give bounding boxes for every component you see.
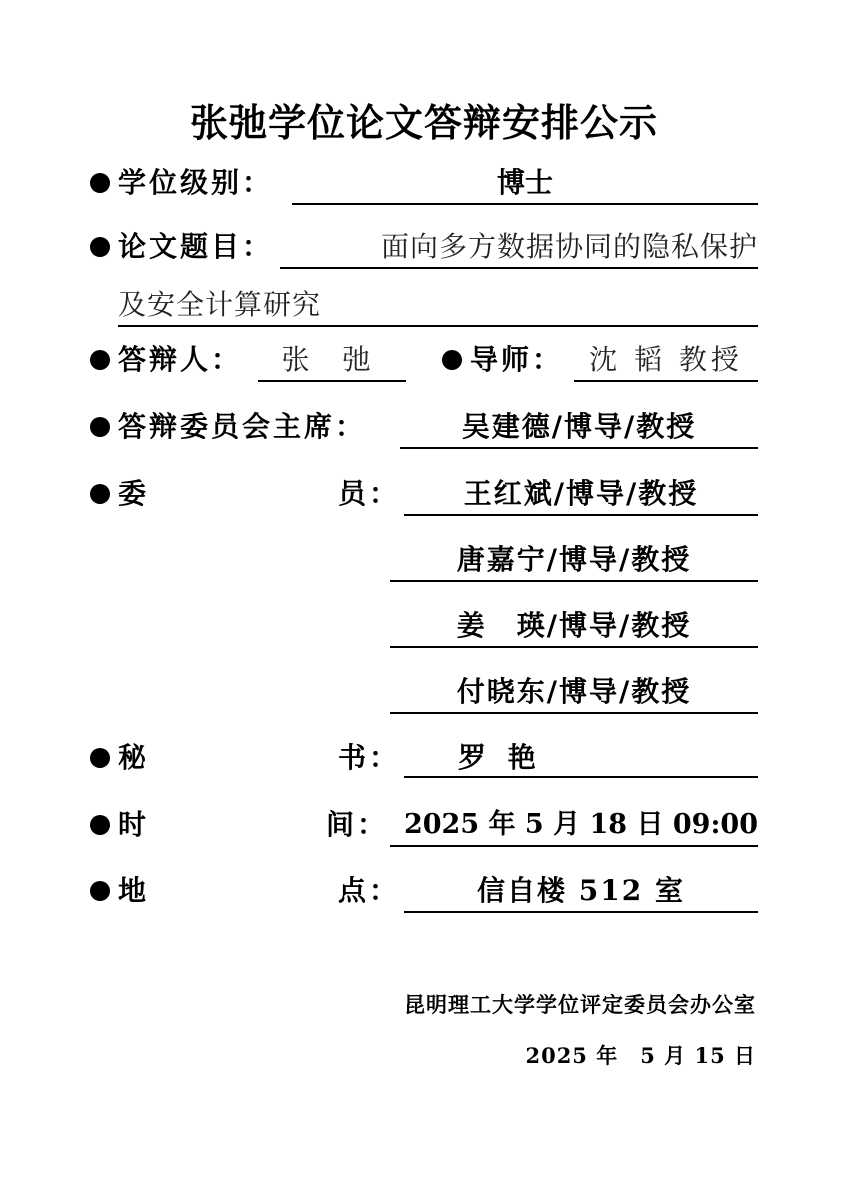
place-label-b: 点： (338, 874, 401, 907)
footer-org: 昆明理工大学学位评定委员会办公室 (404, 992, 756, 1017)
members-label-a: 委 (118, 477, 150, 510)
footer-date: 2025 年 5 月 15 日 (525, 1043, 756, 1068)
member-1: 王红斌/博导/教授 (404, 474, 758, 516)
bullet-icon (90, 484, 110, 504)
advisor-label: 导师： (470, 343, 564, 376)
thesis-title-line1: 面向多方数据协同的隐私保护 (280, 227, 758, 269)
chair-label: 答辩委员会主席： (118, 410, 367, 443)
time-row (90, 805, 758, 845)
time-value: 2025 年 5 月 18 日 09:00 (390, 805, 758, 847)
member-2: 唐嘉宁/博导/教授 (390, 540, 758, 582)
chair-row (90, 407, 758, 447)
defender-value: 张 弛 (258, 340, 406, 382)
bullet-icon (90, 748, 110, 768)
time-label-b: 间： (326, 808, 389, 841)
members-row-3 (90, 606, 758, 646)
degree-label: 学位级别： (118, 166, 274, 199)
defender-row (90, 340, 758, 380)
bullet-icon (442, 350, 462, 370)
place-value: 信自楼 512 室 (404, 871, 758, 913)
bullet-icon (90, 815, 110, 835)
thesis-row (90, 227, 758, 267)
members-row (90, 474, 758, 514)
member-3: 姜 瑛/博导/教授 (390, 606, 758, 648)
advisor-value: 沈 韬 教授 (574, 340, 758, 382)
thesis-label: 论文题目： (118, 230, 274, 263)
members-label-b: 员： (338, 477, 401, 510)
place-label-a: 地 (118, 874, 150, 907)
place-row (90, 871, 758, 911)
members-row-4 (90, 672, 758, 712)
page-title: 张弛学位论文答辩安排公示 (189, 101, 658, 145)
secretary-value: 罗 艳 (404, 738, 758, 778)
bullet-icon (90, 881, 110, 901)
thesis-title-line2: 及安全计算研究 (118, 285, 758, 327)
member-4: 付晓东/博导/教授 (390, 672, 758, 714)
secretary-label-a: 秘 (118, 741, 150, 774)
bullet-icon (90, 237, 110, 257)
time-label-a: 时 (118, 808, 150, 841)
secretary-row (90, 738, 758, 778)
degree-row (90, 163, 758, 203)
bullet-icon (90, 417, 110, 437)
thesis-row-2 (90, 285, 758, 325)
chair-value: 吴建德/博导/教授 (400, 407, 758, 449)
defender-label: 答辩人： (118, 343, 243, 376)
degree-value: 博士 (292, 163, 758, 205)
members-row-2 (90, 540, 758, 580)
bullet-icon (90, 173, 110, 193)
bullet-icon (90, 350, 110, 370)
secretary-label-b: 书： (338, 741, 401, 774)
